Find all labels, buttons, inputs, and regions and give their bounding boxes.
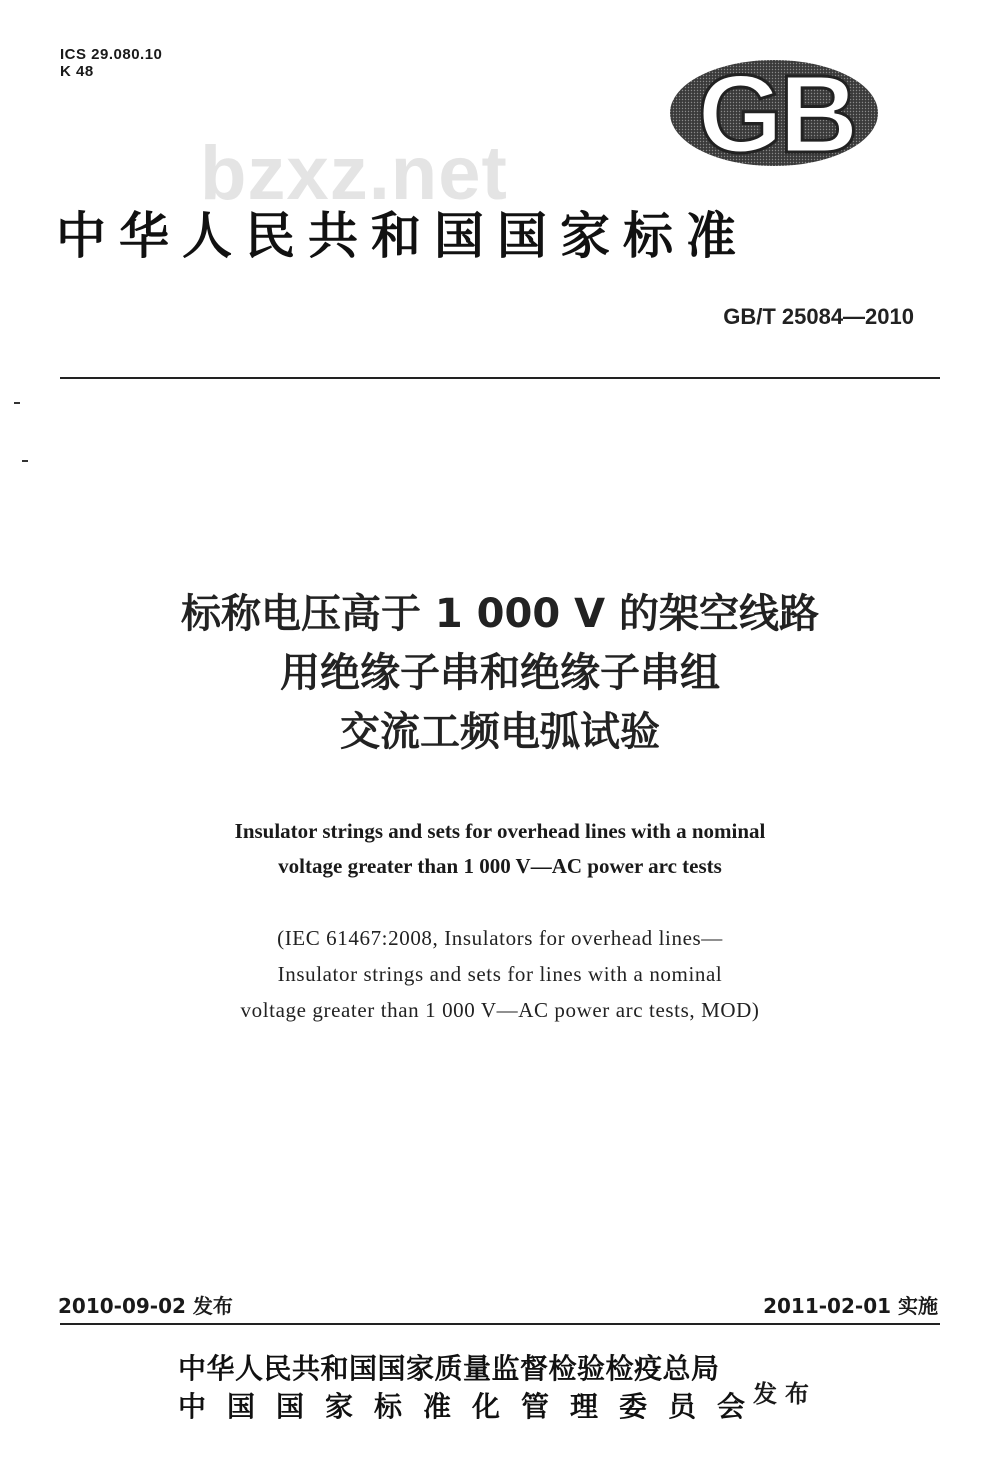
ccs-code: K 48: [60, 63, 94, 80]
ics-code: ICS 29.080.10: [60, 46, 163, 63]
publisher-aqsiq: 中华人民共和国国家质量监督检验检疫总局: [178, 1352, 720, 1385]
title-cn-line: 标称电压高于 1 000 V 的架空线路: [181, 591, 819, 637]
iec-reference: [0, 920, 1000, 1028]
title-cn-line: 交流工频电弧试验: [340, 709, 660, 755]
iec-line: Insulator strings and sets for lines with a nominal: [277, 962, 723, 986]
svg-text:GB: GB: [697, 56, 855, 170]
scan-speck: [22, 460, 28, 462]
title-en-line: Insulator strings and sets for overhead lines with a nominal: [234, 819, 766, 843]
standard-number: GB/T 25084—2010: [723, 304, 914, 329]
bottom-divider: [60, 1323, 940, 1325]
implementation-date: 2011-02-01 实施: [763, 1294, 938, 1318]
issue-date: 2010-09-02 发布: [58, 1294, 233, 1318]
publish-label: 发布: [753, 1380, 817, 1408]
iec-line: (IEC 61467:2008, Insulators for overhead lines—: [277, 926, 723, 950]
gb-logo: [666, 56, 884, 170]
title-en-line: voltage greater than 1 000 V—AC power arc tests: [278, 854, 722, 878]
page-title: 中华人民共和国国家标准: [56, 207, 749, 265]
publishers: [178, 1350, 766, 1426]
top-divider: [60, 377, 940, 379]
document-title-en: [0, 814, 1000, 884]
scan-speck: [14, 402, 20, 404]
iec-line: voltage greater than 1 000 V—AC power arc tests, MOD): [240, 998, 760, 1022]
title-cn-line: 用绝缘子串和绝缘子串组: [280, 650, 720, 696]
classification-codes: [60, 46, 162, 80]
publisher-sac: 中国国家标准化管理委员会: [178, 1390, 767, 1423]
document-title-cn: [0, 585, 1000, 762]
watermark: bzxz.net: [200, 131, 508, 216]
